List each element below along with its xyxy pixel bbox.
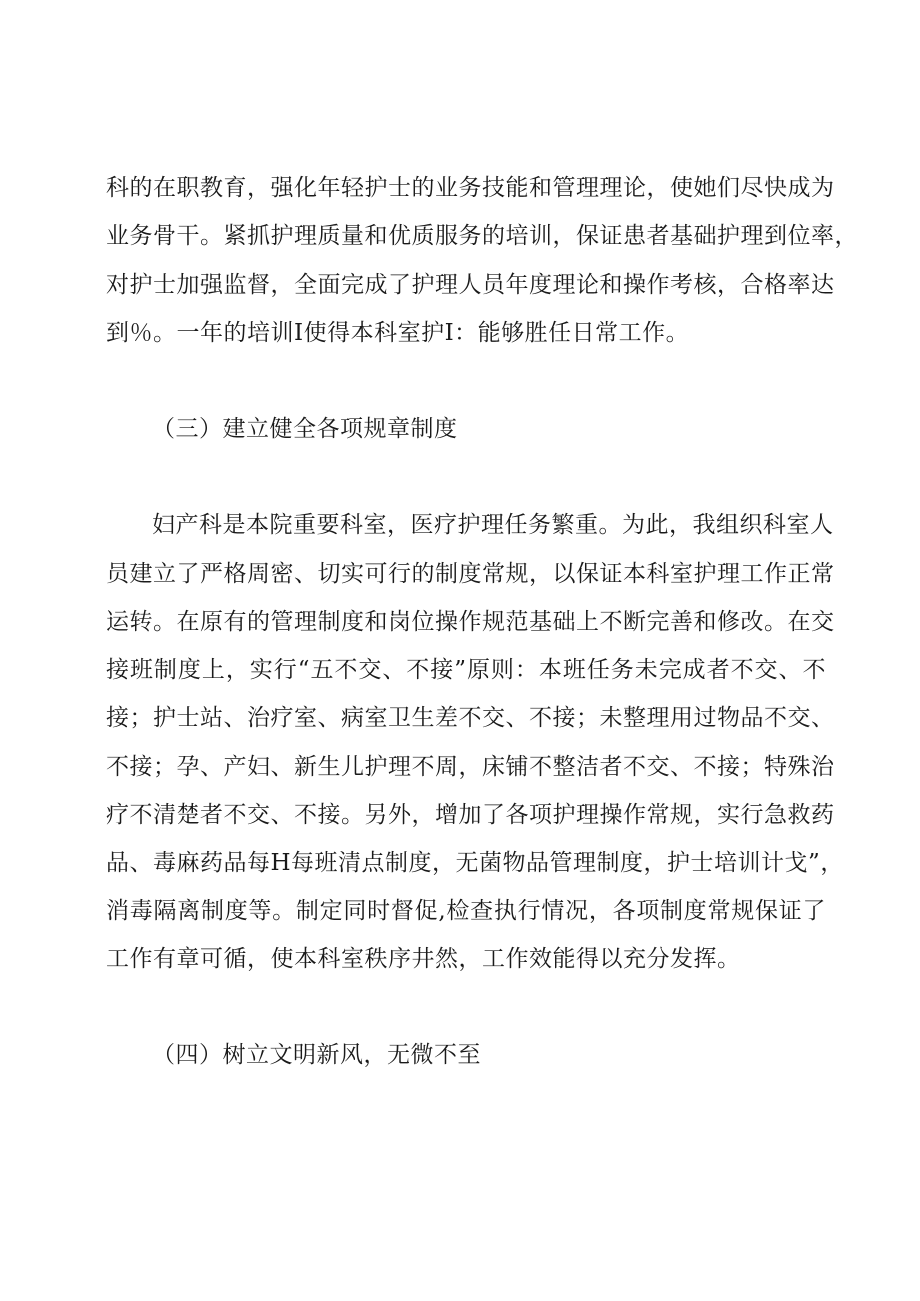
section-heading-4: （四）树立文明新风，无微不至 [152,1042,481,1068]
paragraph-1-line-3: 对护士加强监督，全面完成了护理人员年度理论和操作考核，合格率达 [106,272,835,298]
paragraph-2-line-6: 不接；孕、产妇、新生儿护理不周，床铺不整洁者不交、不接；特殊治 [106,754,835,780]
paragraph-2-line-2: 员建立了严格周密、切实可行的制度常规，以保证本科室护理工作正常 [106,561,835,587]
paragraph-1-line-1: 科的在职教育，强化年轻护士的业务技能和管理理论，使她们尽快成为 [106,175,835,201]
paragraph-2-line-8: 品、毒麻药品每H每班清点制度，无菌物品管理制度，护士培训计戈”， [106,850,844,876]
paragraph-2-line-4: 接班制度上，实行“五不交、不接”原则：本班任务未完成者不交、不 [106,657,826,683]
paragraph-2-line-9: 消毒隔离制度等。制定同时督促,检查执行情况，各项制度常规保证了 [106,898,826,924]
paragraph-2-line-1: 妇产科是本院重要科室，医疗护理任务繁重。为此，我组织科室人 [152,512,834,538]
paragraph-2-line-3: 运转。在原有的管理制度和岗位操作规范基础上不断完善和修改。在交 [106,609,835,635]
paragraph-1-line-4: 到％。一年的培训I使得本科室护I：能够胜任日常工作。 [106,320,690,346]
paragraph-2-line-5: 接；护士站、治疗室、病室卫生差不交、不接；未整理用过物品不交、 [106,705,835,731]
paragraph-1-line-2: 业务骨干。紧抓护理质量和优质服务的培训，保证患者基础护理到位率， [106,223,858,249]
paragraph-2-line-7: 疗不清楚者不交、不接。另外，增加了各项护理操作常规，实行急救药 [106,802,835,828]
section-heading-3: （三）建立健全各项规章制度 [152,416,458,442]
paragraph-2-line-10: 工作有章可循，使本科室秩序井然，工作效能得以充分发挥。 [106,946,741,972]
